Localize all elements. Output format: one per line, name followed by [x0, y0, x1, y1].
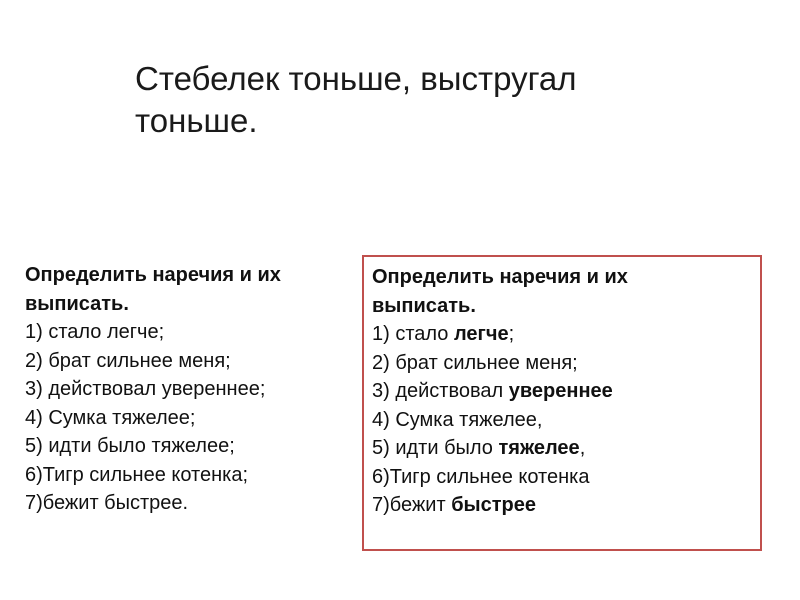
slide-title-line-2: тоньше.: [135, 102, 258, 139]
task-item-7: 7)бежит быстрее.: [25, 492, 189, 514]
answer-item-5-adverb: тяжелее: [498, 437, 580, 459]
answer-item-4: [372, 406, 760, 435]
answer-item-1-text: 1) стало: [372, 323, 454, 345]
task-item-1: 1) стало легче;: [25, 321, 165, 343]
answer-heading-line-2: выписать.: [372, 294, 476, 317]
task-heading-line-1: Определить наречия и их: [25, 264, 281, 286]
answer-item-3: [372, 377, 760, 406]
answer-item-7: [372, 491, 760, 520]
task-item-3: 3) действовал увереннее;: [25, 378, 266, 400]
answer-item-7-text: 7)бежит: [372, 494, 452, 516]
answer-item-7-adverb: быстрее: [451, 494, 537, 516]
answer-item-6: [372, 463, 760, 492]
answer-item-1: [372, 320, 760, 349]
slide-title-line-1: Стебелек тоньше, выстругал: [135, 60, 577, 97]
task-item-2: 2) брат сильнее меня;: [25, 349, 231, 372]
slide-title: [135, 58, 655, 142]
task-item-4: 4) Сумка тяжелее;: [25, 406, 196, 429]
task-panel-left: [25, 261, 370, 518]
answer-item-6-text: 6)Тигр сильнее котенка: [372, 465, 590, 488]
answer-item-3-adverb: увереннее: [508, 380, 613, 402]
answer-item-1-adverb: легче: [453, 323, 509, 345]
task-item-6: 6)Тигр сильнее котенка;: [25, 463, 249, 486]
answer-heading-line-1: Определить наречия и их: [372, 266, 628, 288]
answer-item-2-text: 2) брат сильнее меня;: [372, 351, 578, 374]
answer-item-5-suffix: ,: [579, 437, 586, 459]
answer-item-4-text: 4) Сумка тяжелее,: [372, 408, 543, 431]
task-item-5: 5) идти было тяжелее;: [25, 435, 235, 457]
answer-item-3-text: 3) действовал: [372, 380, 509, 402]
answer-item-5: [372, 434, 760, 463]
answer-panel-right: [362, 255, 762, 551]
answer-item-1-suffix: ;: [508, 323, 515, 345]
task-heading-line-2: выписать.: [25, 292, 129, 315]
answer-item-2: [372, 349, 760, 378]
answer-item-5-text: 5) идти было: [372, 437, 499, 459]
